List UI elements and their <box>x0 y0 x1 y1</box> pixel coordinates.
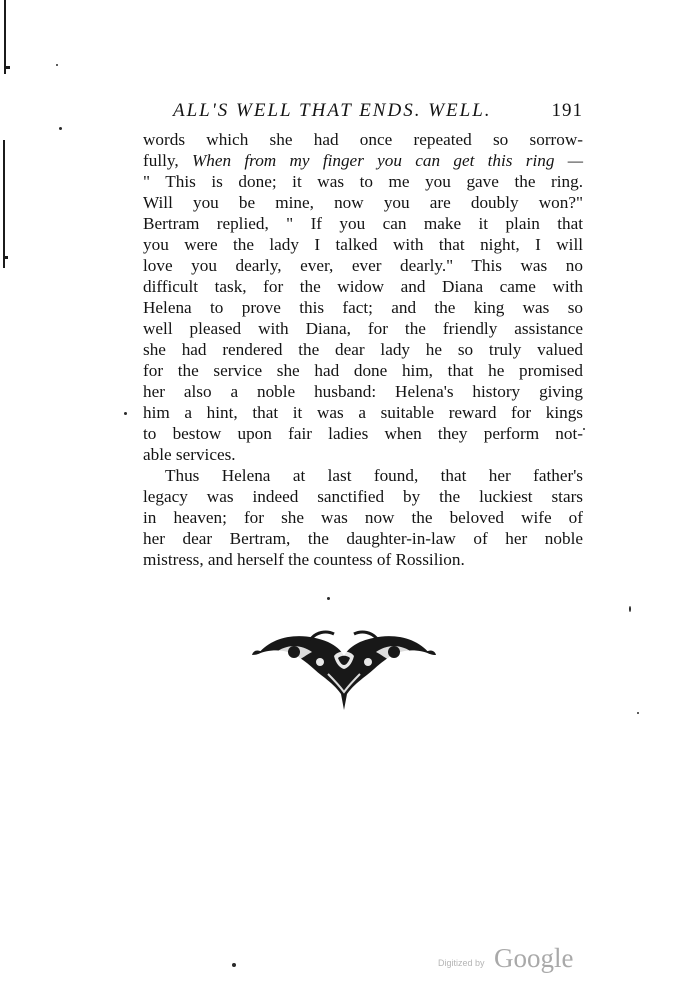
text-line: able services. <box>143 445 236 464</box>
text-line: Bertram replied, " If you can make it plain that <box>143 214 583 233</box>
quoted-inscription: When from my finger you can get this ring — <box>191 151 583 170</box>
binding-edge-mark-middle <box>3 140 5 268</box>
text-line: " This is done; it was to me you gave the ring. <box>143 172 583 191</box>
page-header <box>173 98 583 124</box>
binding-edge-notch-top <box>4 66 10 69</box>
text-line: for the service she had done him, that he promised <box>143 361 583 380</box>
text-line: her also a noble husband: Helena's history giving <box>143 382 583 401</box>
text-line: words which she had once repeated so sorrow- <box>143 130 583 149</box>
watermark-prefix: Digitized by <box>438 958 485 968</box>
paragraph <box>143 129 583 465</box>
text-line: well pleased with Diana, for the friendly assistance <box>143 319 583 338</box>
text-line: in heaven; for she was now the beloved wife of <box>143 508 583 527</box>
text-line: she had rendered the dear lady he so truly valued <box>143 340 583 359</box>
text-line: Thus Helena at last found, that her father's <box>165 466 583 485</box>
margin-speck <box>124 412 127 415</box>
margin-speck <box>629 606 631 612</box>
digitization-watermark <box>438 943 598 975</box>
text-line: you were the lady I talked with that night, I will <box>143 235 583 254</box>
text-line: love you dearly, ever, ever dearly." This was no <box>143 256 583 275</box>
binding-edge-mark-top <box>4 0 6 74</box>
paragraph <box>143 465 583 570</box>
text-line: her dear Bertram, the daughter-in-law of her noble <box>143 529 583 548</box>
body-text <box>143 129 583 570</box>
running-title: ALL'S WELL THAT ENDS. WELL. <box>173 100 492 121</box>
text-line: Will you be mine, now you are doubly won?" <box>143 193 583 212</box>
floral-tailpiece-icon <box>250 622 438 716</box>
margin-speck <box>327 597 330 600</box>
text-line: mistress, and herself the countess of Rossilion. <box>143 550 465 569</box>
watermark-brand: Google <box>494 943 574 973</box>
page-number: 191 <box>551 100 583 121</box>
text-line: Helena to prove this fact; and the king was so <box>143 298 583 317</box>
binding-edge-notch-middle <box>3 256 8 259</box>
margin-speck <box>232 963 236 967</box>
margin-speck <box>56 64 58 66</box>
text-line <box>143 150 583 171</box>
text-line: legacy was indeed sanctified by the luckiest stars <box>143 487 583 506</box>
text-line: him a hint, that it was a suitable reward for kings <box>143 403 583 422</box>
text-line: difficult task, for the widow and Diana came with <box>143 277 583 296</box>
margin-speck <box>583 428 585 430</box>
text-line: to bestow upon fair ladies when they perform not- <box>143 424 583 443</box>
margin-speck <box>59 127 62 130</box>
margin-speck <box>637 712 639 714</box>
text-line-roman-run: fully, <box>143 151 179 170</box>
